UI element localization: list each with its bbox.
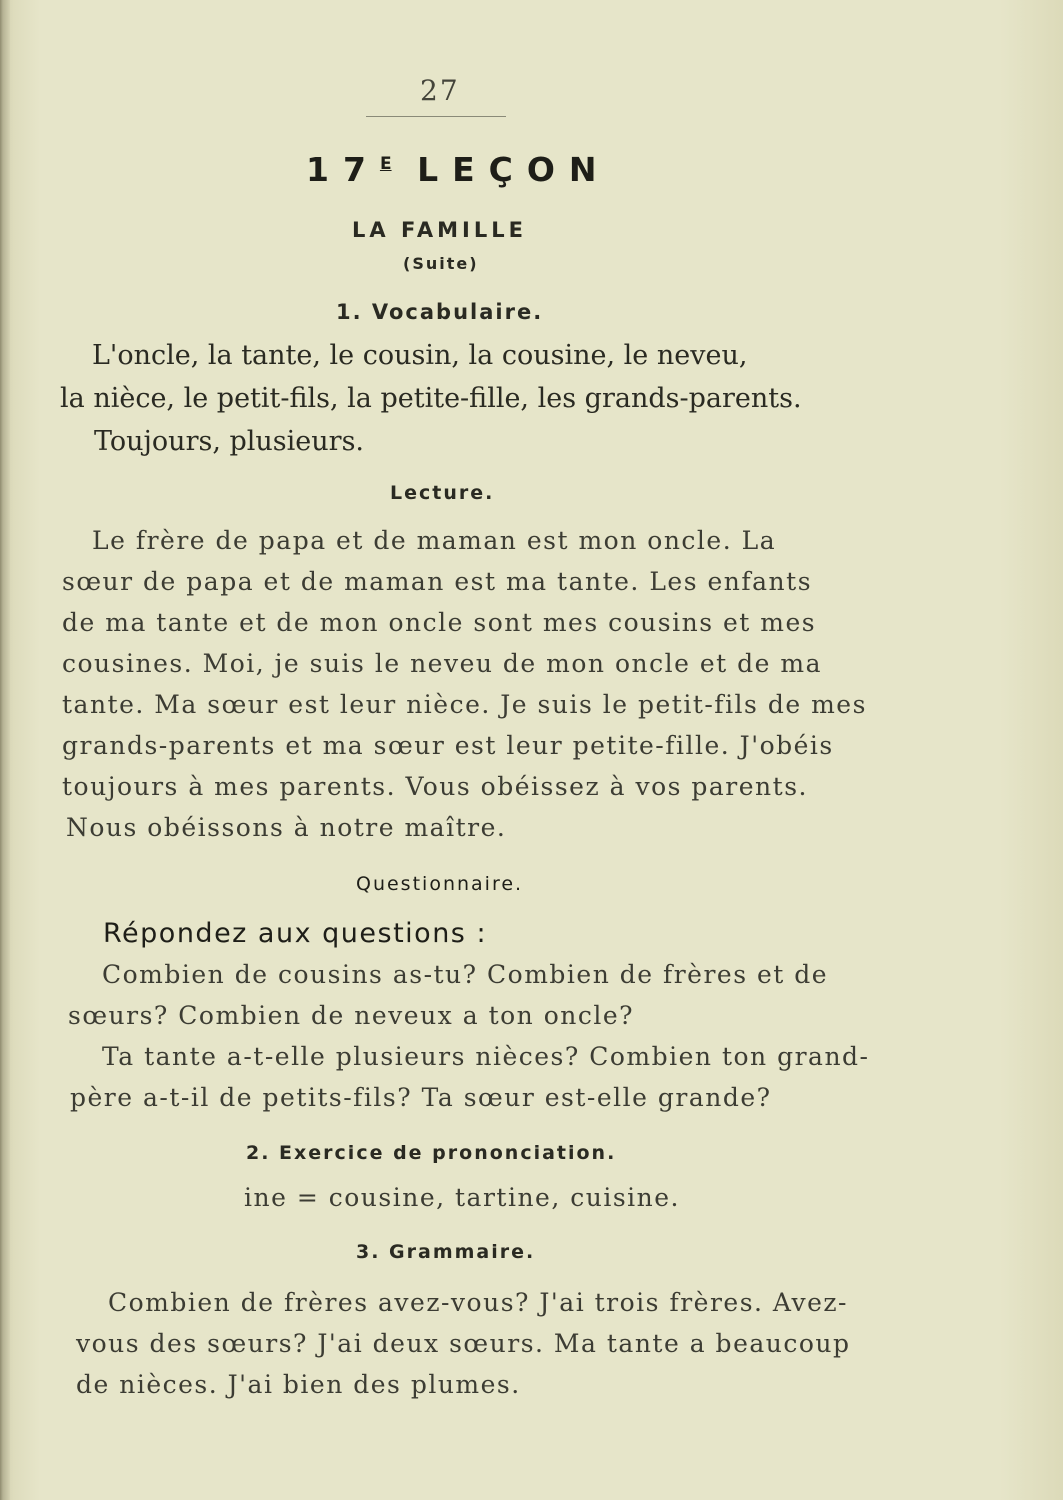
question-line: Ta tante a-t-elle plusieurs nièces? Combien ton grand-: [102, 1042, 870, 1071]
pronunciation-line: ine = cousine, tartine, cuisine.: [244, 1183, 681, 1212]
questionnaire-heading: Questionnaire.: [356, 873, 524, 895]
question-line: sœurs? Combien de neveux a ton oncle?: [68, 1001, 635, 1030]
reading-line: grands-parents et ma sœur est leur petite-fille. J'obéis: [62, 731, 834, 760]
page-number-rule: [366, 116, 506, 117]
lesson-title: [306, 150, 611, 189]
lesson-subtitle: (Suite): [403, 254, 479, 273]
grammar-line: de nièces. J'ai bien des plumes.: [76, 1370, 521, 1399]
reading-line: sœur de papa et de maman est ma tante. Les enfants: [62, 567, 813, 596]
grammar-heading: 3. Grammaire.: [356, 1241, 536, 1263]
vocab-line: la nièce, le petit-fils, la petite-fille, les grands-parents.: [60, 383, 802, 414]
lecture-heading: Lecture.: [390, 482, 495, 504]
question-line: Combien de cousins as-tu? Combien de frères et de: [102, 960, 829, 989]
reading-line: cousines. Moi, je suis le neveu de mon oncle et de ma: [62, 649, 823, 678]
page-number: 27: [420, 74, 460, 107]
reading-line: toujours à mes parents. Vous obéissez à vos parents.: [62, 772, 808, 801]
lesson-number: 17: [306, 150, 380, 189]
question-line: père a-t-il de petits-fils? Ta sœur est-elle grande?: [70, 1083, 772, 1112]
reading-line: Le frère de papa et de maman est mon oncle. La: [92, 526, 777, 555]
reading-line: de ma tante et de mon oncle sont mes cousins et mes: [62, 608, 817, 637]
reading-line: tante. Ma sœur est leur nièce. Je suis le petit-fils de mes: [62, 690, 867, 719]
vocab-line: L'oncle, la tante, le cousin, la cousine, le neveu,: [92, 340, 748, 371]
questionnaire-intro: Répondez aux questions :: [103, 918, 488, 949]
reading-line: Nous obéissons à notre maître.: [66, 813, 507, 842]
grammar-line: Combien de frères avez-vous? J'ai trois frères. Avez-: [108, 1288, 848, 1317]
grammar-line: vous des sœurs? J'ai deux sœurs. Ma tante a beaucoup: [76, 1329, 851, 1358]
lesson-number-suffix: E: [379, 154, 392, 174]
book-spine: [0, 0, 10, 1500]
lesson-word: LEÇON: [417, 150, 611, 189]
lesson-subject: LA FAMILLE: [352, 218, 527, 242]
vocab-line: Toujours, plusieurs.: [94, 426, 365, 457]
vocabulary-heading: 1. Vocabulaire.: [336, 300, 544, 324]
pronunciation-heading: 2. Exercice de prononciation.: [246, 1142, 617, 1164]
